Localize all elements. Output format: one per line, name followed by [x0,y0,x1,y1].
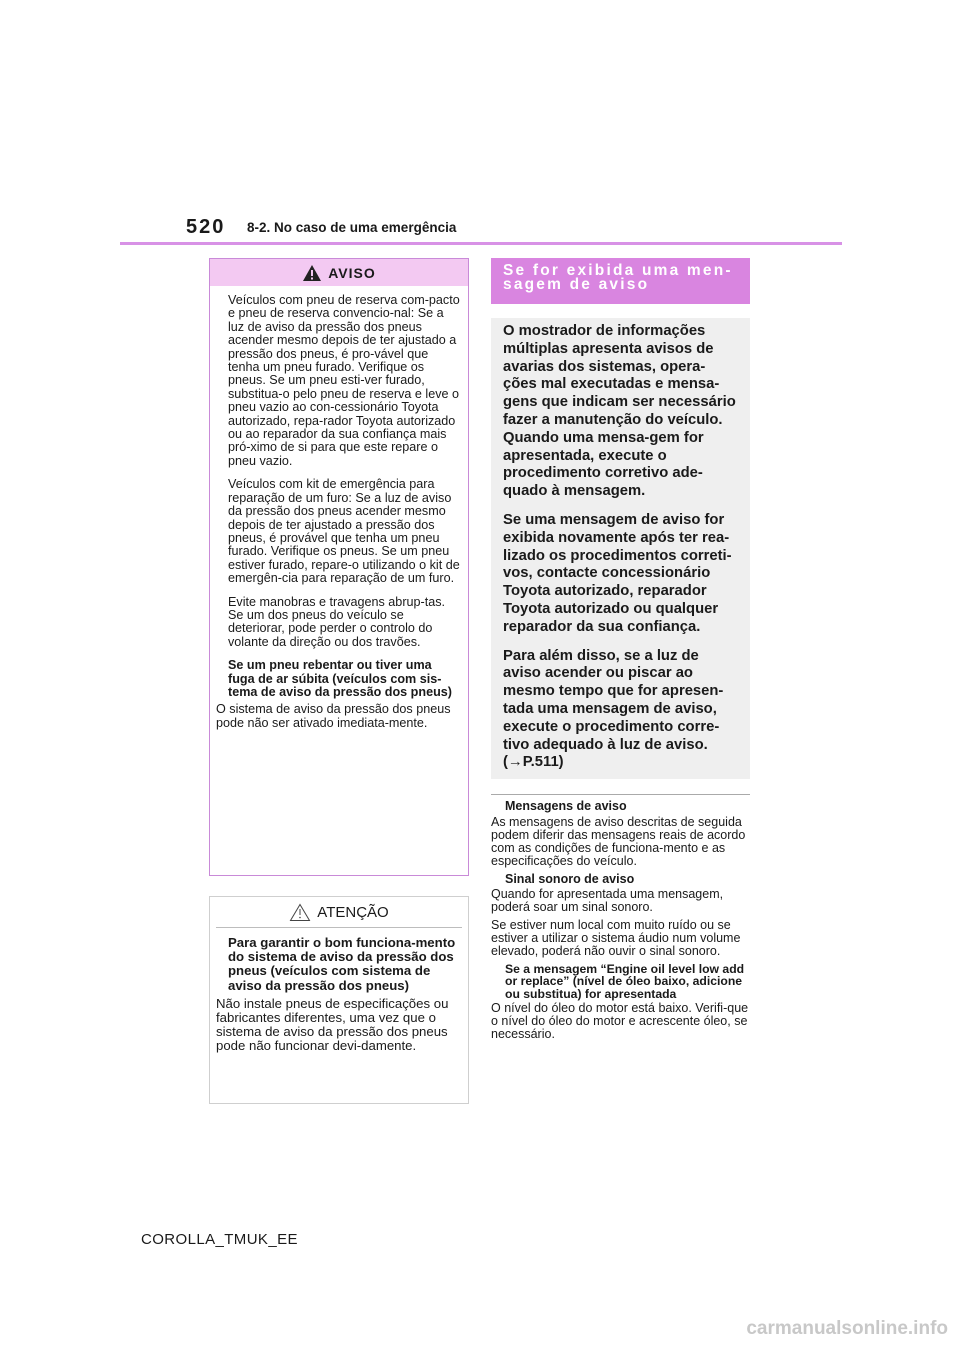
atencao-title: ATENÇÃO [317,903,389,921]
caution-triangle-icon [289,903,309,921]
body-paragraph: As mensagens de aviso descritas de seguida podem diferir das mensagens reais de acordo com as condições de funciona-mento e as especificações do veículo. [491,814,746,868]
subheading-buzzer: Sinal sonoro de aviso [505,871,635,886]
atencao-caution-box [209,896,469,1104]
atencao-paragraph: Não instale pneus de especificações ou fabricantes diferentes, uma vez que o sistema de aviso da pressão dos pneus pode não funcionar devi-damente. [216,995,449,1054]
aviso-header [210,259,468,286]
aviso-subheading: Se um pneu rebentar ou tiver uma fuga de ar súbita (veículos com sis-tema de aviso da pressão dos pneus) [228,658,452,699]
intro-paragraph: Para além disso, se a luz de aviso acender ou piscar ao mesmo tempo que for apresen-tada uma mensagem de aviso, execute o procedimento corre-tivo adequado à luz de aviso. (→P.511) [503,647,724,771]
intro-paragraph: O mostrador de informações múltiplas apresenta avisos de avarias dos sistemas, opera-ções mal executadas e mensa-gens que indicam ser necessário fazer a manutenção do veículo. Quando uma mensa-gem for apresentada, execute o procedimento corretivo ade-quado à mensagem. [503,323,736,500]
aviso-content [210,286,468,730]
aviso-warning-box [209,258,469,876]
subheading-engine-oil: Se a mensagem “Engine oil level low add or replace” (nível de óleo baixo, adicione ou substitua) for apresentada [505,961,745,1001]
warning-message-section-header: Se for exibida uma men-sagem de aviso [491,258,750,304]
footer-model-code: COROLLA_TMUK_EE [141,1231,298,1248]
subheading-warning-messages: Mensagens de aviso [505,799,627,813]
page-number: 520 [186,216,226,238]
body-paragraph: O nível do óleo do motor está baixo. Verifi-que o nível do óleo do motor e acrescente óleo, se necessário. [491,1001,749,1041]
watermark: carmanualsonline.info [746,1318,948,1339]
warning-triangle-icon [302,264,322,282]
body-paragraph: Se estiver num local com muito ruído ou se estiver a utilizar o sistema áudio num volume elevado, poderá não ouvir o sinal sonoro. [491,918,741,959]
right-body-text [491,800,750,1046]
aviso-paragraph: Evite manobras e travagens abrup-tas. Se um dos pneus do veículo se deteriorar, pode perder o controlo do volante da direção ou dos travões. [228,594,446,649]
aviso-paragraph: Veículos com kit de emergência para reparação de um furo: Se a luz de aviso da pressão dos pneus acender mesmo depois de ter ajustado a pressão dos pneus, é provável que tenha um pneu furado. Verifique os pneus. Se um pneu estiver furado, repare-o utilizando o kit de emergên-cia para reparação de um furo. [228,477,460,586]
atencao-header [216,897,462,928]
atencao-subheading: Para garantir o bom funciona-mento do sistema de aviso da pressão dos pneus (veículos com sistema de aviso da pressão dos pneus) [228,935,456,993]
body-paragraph: Quando for apresentada uma mensagem, poderá soar um sinal sonoro. [491,887,724,915]
header-rule [120,242,842,245]
section-title: 8-2. No caso de uma emergência [247,220,457,235]
warning-message-intro-panel [491,318,750,779]
aviso-title: AVISO [328,264,376,281]
atencao-content [210,928,468,1054]
aviso-paragraph: Veículos com pneu de reserva com-pacto e pneu de reserva convencio-nal: Se a luz de aviso da pressão dos pneus acender mesmo depois de ter ajustado a pressão dos pneus, é pro-vável que tenha um pneu furado. Verifique os pneus. Se um pneu esti-ver furado, substitua-o pelo pneu de reserva e leve o pneu vazio ao con-cessionário Toyota autorizado, repa-rador Toyota autorizado ou ao reparador da sua confiança mais pró-ximo de si para que este repare o pneu vazio. [228,293,460,468]
aviso-paragraph: O sistema de aviso da pressão dos pneus pode não ser ativado imediata-mente. [216,702,451,730]
right-divider [491,794,750,795]
intro-paragraph: Se uma mensagem de aviso for exibida novamente após ter rea-lizado os procedimentos correti-vos, contacte concessionário Toyota autorizado, reparador Toyota autorizado ou qualquer reparador da sua confiança. [503,511,732,635]
